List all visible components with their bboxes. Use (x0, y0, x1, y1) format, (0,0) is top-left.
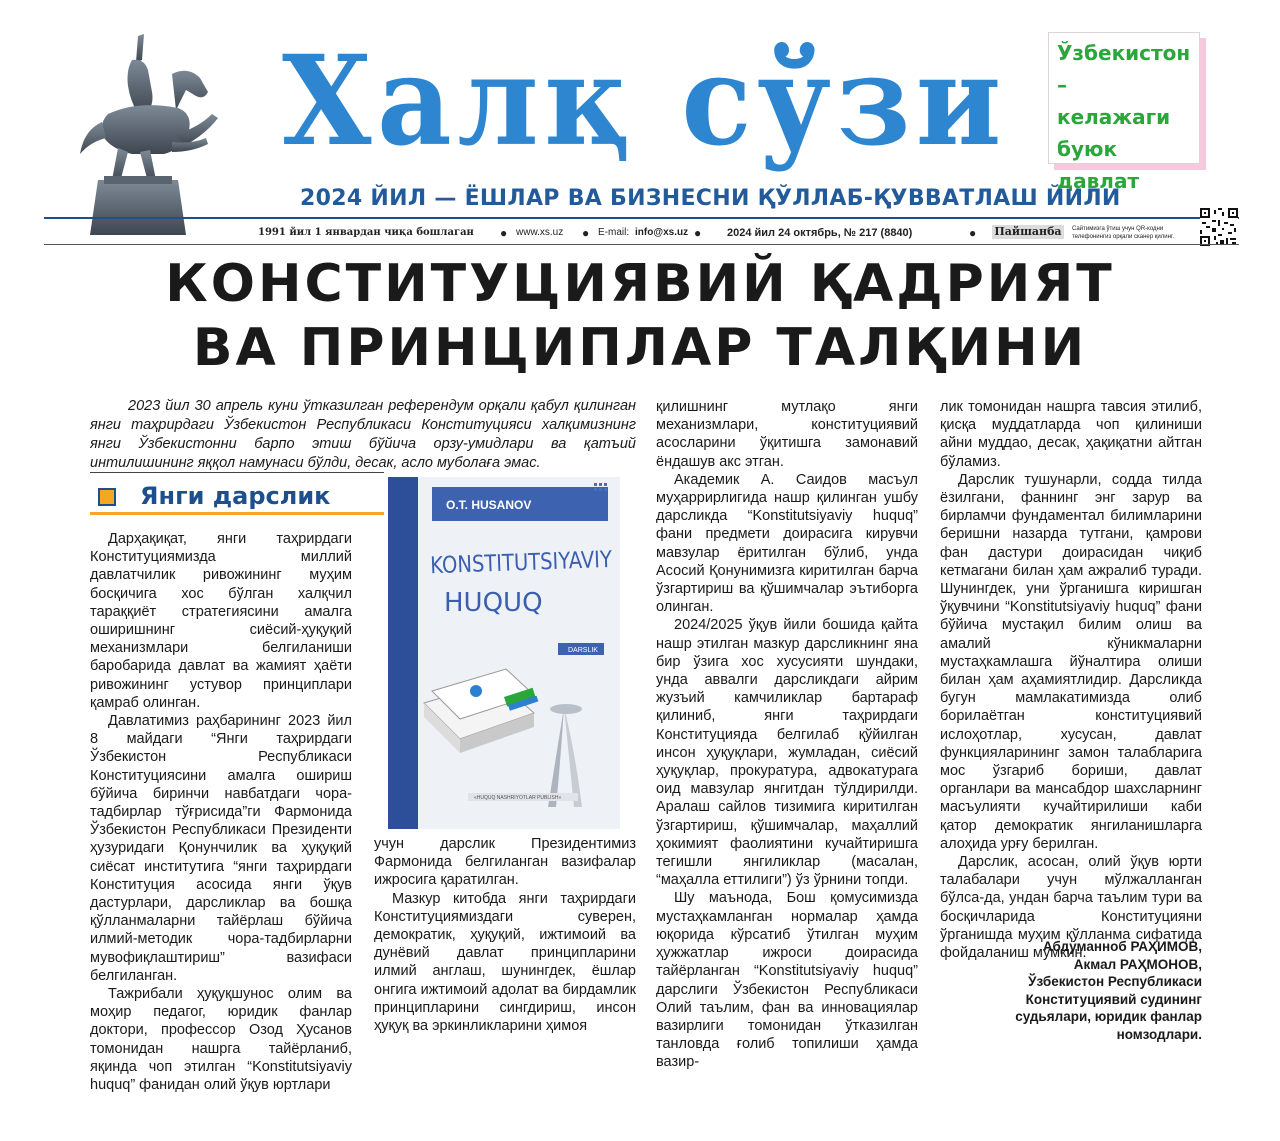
slogan-text: Ўзбекистон – келажаги буюк давлат (1057, 41, 1191, 193)
email-label: E-mail: (598, 227, 630, 238)
email-link[interactable]: info@xs.uz (635, 227, 689, 238)
paragraph: Дарслик, асосан, олий ўқув юрти талабалари учун мўлжалланган бўлса-да, ундан барча таълим тури ва босқичларида Конституцияни ўрганишда муҳим қўлланма сифатида фойдаланиш мумкин. (940, 854, 1202, 962)
article-column-4 (940, 398, 1202, 962)
article-column-1 (90, 530, 352, 1094)
paragraph: Тажрибали ҳуқуқшунос олим ва моҳир педагог, юридик фанлар доктори, профессор Озод Ҳусанов томонидан нашрга тайёрланиб, яқинда чоп этилган “Konstitutsiyaviy huquq” фанидан олий ўқув юртлари (90, 986, 352, 1094)
lead-rule (90, 472, 384, 473)
paragraph: Академик А. Саидов масъул муҳаррирлигида нашр қилинган ушбу дарсликда “Konstitutsiyaviy huquq” фани предмети доирасига кирувчи мавзулар ёритилган бўлиб, унда Асосий Қонунимизга киритилган барча ўзгартириш ва қўшимчалар эътиборга олинган. (656, 471, 918, 616)
paragraph: учун дарслик Президентимиз Фармонида белгиланган вазифалар ижросига қаратилган. (374, 836, 636, 889)
masthead-rule (44, 217, 1239, 219)
paragraph: Дарслик тушунарли, содда тилда ёзилгани, фаннинг энг зарур ва бирламчи фундаментал билимларини беришни назарда тутгани, қамрови фан дастури доирасидан чиқиб кетмагани билан ҳам ажралиб туради. Шунингдек, уни ўрганишга киришган ўқувчини “Konstitutsiyaviy huquq” фани бўйича мустақил билим олиш ва амалий кўникмаларни мустаҳкамлашга йўналтира олиши билан ҳам аҳамиятлидир. Дарсликда бугун мамлакатимизда олиб борилаётган конституциявий ислоҳотлар, хусусан, давлат функцияларининг замон талабларига мос ўзгариб бориши, давлат органлари ва мансабдор шахсларнинг масъулияти кучайтирилиши каби қатор демократик янгиланишларга алоҳида урғу берилган. (940, 471, 1202, 852)
book-title-line: HUQUQ (444, 588, 543, 618)
section-subhead (94, 480, 384, 514)
headline-line: КОНСТИТУЦИЯВИЙ ҚАДРИЯТ (165, 254, 1115, 314)
book-author: O.T. HUSANOV (446, 498, 532, 512)
info-bar (44, 224, 1239, 242)
book-publisher: «HUQUQ NASHRIYOTLAR PUBLISH» (474, 795, 562, 801)
bullet-square-icon (98, 488, 116, 506)
newspaper-title: Халқ сўзи (282, 29, 1007, 174)
paragraph: Мазкур китобда янги таҳрирдаги Конституциямиздаги суверен, демократик, ҳуқуқий, ижтимоий ва дунёвий давлат принципларини илмий англаш, шунингдек, ёшлар онгига ижтимоий адолат ва бирдамлик принципларини сингдириш, инсон ҳуқуқ ва эркинликларини ҳимоя (374, 890, 636, 1035)
paragraph: лик томонидан нашрга тавсия этилиб, қисқа муддатларда чоп қилиниши айни муддао, десак, ҳақиқатни айтган бўламиз. (940, 399, 1202, 470)
issue-info: 2024 йил 24 октябрь, № 217 (8840) (727, 227, 913, 239)
paragraph: Давлатимиз раҳбарининг 2023 йил 8 майдаги “Янги таҳрирдаги Ўзбекистон Республикаси Конституциясини амалга ошириш бўйича биринчи навбатдаги чора-тадбирлар тўғрисида”ги Фармонида Ўзбекистон Республикаси Президенти ҳузуридаги Қонунчилик ва ҳуқуқий сиёсат институтига “янги таҳрирдаги Конституция асосида янги ўқув дастурлари, дарсликлар ва бошқа қўлланмаларни тайёрлаш бўйича илмий-методик чора-тадбирларни мувофиқлаштириш” вазифаси белгиланган. (90, 713, 352, 984)
article-lead: 2023 йил 30 апрель куни ўтказилган референдум орқали қабул қилинган янги таҳрирдаги Ўзбекистон Республикаси Конституцияси халқимизнинг янги Ўзбекистонни барпо этиш бўйича орзу-умидлари ва қатъий интилишининг яққол намунаси бўлди, десак, асло муболаға эмас. (90, 398, 636, 471)
paragraph: қилишнинг мутлақо янги механизмлари, конституциявий асосларини ўқитишга замонавий ёндашув акс этган. (656, 399, 918, 470)
book-label: DARSLIK (568, 647, 598, 654)
weekday-label: Пайшанба (992, 225, 1064, 239)
book-title-line: KONSTITUTSIYAVIY (429, 546, 613, 580)
headline-line: ВА ПРИНЦИПЛАР ТАЛҚИНИ (192, 318, 1088, 378)
separator-dot: ● (582, 226, 590, 240)
separator-dot: ● (969, 226, 977, 240)
separator-dot: ● (694, 226, 702, 240)
statue-icon (68, 30, 258, 235)
article-column-2 (374, 835, 636, 1035)
masthead-bottom-rule (44, 244, 1239, 245)
founded-note: 1991 йил 1 январдан чиқа бошлаган (258, 227, 474, 238)
subhead-text: Янги дарслик (140, 482, 331, 510)
subhead-rule (90, 512, 384, 515)
year-motto: 2024 ЙИЛ — ЁШЛАР ВА БИЗНЕСНИ ҚЎЛЛАБ-ҚУВВАТЛАШ ЙИЛИ (300, 186, 1121, 211)
paragraph: 2024/2025 ўқув йили бошида қайта нашр этилган мазкур дарсликнинг яна бир ўзига хос хусусияти шундаки, унда аввалги дарсликдаги айрим жузъий камчиликлар бартараф қилиниб, янги таҳрирдаги Конституцияда белгилаб қўйилган инсон ҳуқуқлари, жумладан, сиёсий ҳуқуқлар, прокуратура, адвокатурага оид мавзулар янгитдан тўлдирилди. Аралаш сайлов тизимига киритилган ўзгартириш, қўшимчалар, маҳаллий ҳокимият фаолиятини кучайтиришга тегишли янгиликлар (масалан, “маҳалла еттилиги”) ўз ўрнини топди. (656, 617, 918, 889)
qr-code-icon[interactable] (1200, 208, 1238, 246)
qr-note: Сайтимизга ўтиш учун QR-кодни телефонингиз орқали сканер қилинг. (1072, 226, 1175, 240)
website-link[interactable]: www.xs.uz (516, 227, 564, 238)
separator-dot: ● (500, 226, 508, 240)
article-signature: Абдуманноб РАҲИМОВ, Акмал РАҲМОНОВ, Ўзбекистон Республикаси Конституциявий судининг судьялари, юридик фанлар номзодлари. (1015, 939, 1202, 1042)
book-cover-image (388, 477, 620, 829)
paragraph: Дарҳақиқат, янги таҳрирдаги Конституциямизда миллий давлатчилик ривожининг муҳим босқичига хос бўлган халқчил тараққиёт стратегиясини амалга оширишнинг сиёсий-ҳуқуқий механизмлари белгиланиши баробарида давлат ва жамият ҳаёти ривожининг устувор принциплари қамраб олинган. (90, 531, 352, 711)
paragraph: Шу маънода, Бош қомусимизда мустаҳкамланган нормалар ҳамда юқорида кўрсатиб ўтилган муҳим ҳужжатлар ижроси доирасида тайёрланган “Konstitutsiyaviy huquq” дарслиги Ўзбекистон Республикаси Олий таълим, фан ва инновациялар вазирлиги томонидан ўтказилган танловда ғолиб топилиши ҳамда вазир- (656, 890, 918, 1071)
slogan-box (1048, 32, 1200, 193)
article-column-3 (656, 398, 918, 1072)
article-headline (0, 252, 1280, 380)
